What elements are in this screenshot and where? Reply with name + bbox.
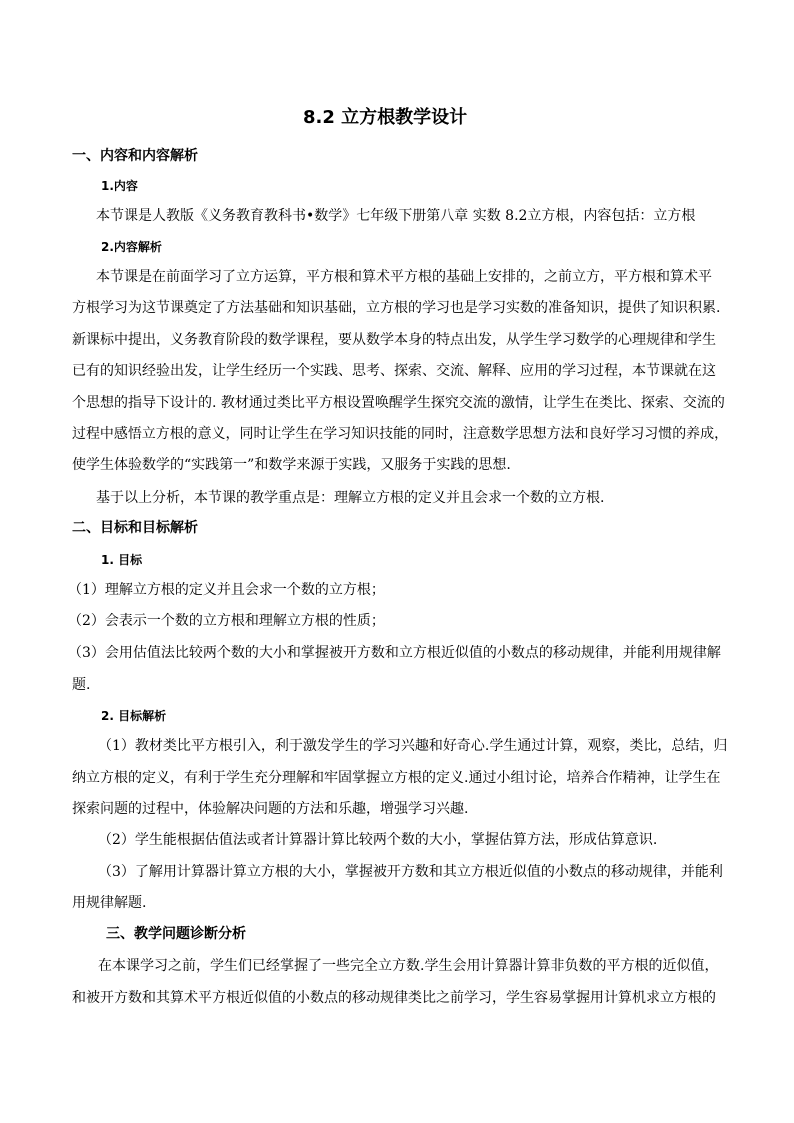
section2-heading: 二、目标和目标解析 bbox=[72, 520, 198, 536]
section1-sub1-heading: 1.内容 bbox=[101, 179, 138, 193]
analysis-line: 纳立方根的定义，有利于学生充分理解和牢固掌握立方根的定义.通过小组讨论，培养合作精神，让学生在 bbox=[72, 770, 721, 786]
goal-item: （2）会表示一个数的立方根和理解立方根的性质； bbox=[68, 613, 385, 629]
paragraph-line: 本节课是在前面学习了立方运算，平方根和算术平方根的基础上安排的，之前立方，平方根和算术平 bbox=[96, 269, 712, 285]
analysis-line: （2）学生能根据估值法或者计算器计算比较两个数的大小，掌握估算方法，形成估算意识. bbox=[98, 832, 658, 848]
analysis-line: （3）了解用计算器计算立方根的大小，掌握被开方数和其立方根近似值的小数点的移动规律，并能利 bbox=[98, 864, 723, 880]
paragraph-line: 个思想的指导下设计的. 教材通过类比平方根设置唤醒学生探究交流的激情，让学生在类比、探索、交流的 bbox=[72, 395, 725, 411]
analysis-line: 用规律解题. bbox=[72, 895, 147, 911]
section1-heading: 一、内容和内容解析 bbox=[72, 148, 198, 164]
key-point-text: 基于以上分析，本节课的教学重点是：理解立方根的定义并且会求一个数的立方根. bbox=[96, 490, 605, 506]
paragraph-line: 过程中感悟立方根的意义，同时让学生在学习知识技能的同时，注意数学思想方法和良好学习习惯的养成， bbox=[72, 426, 729, 442]
paragraph-line: 新课标中提出，义务教育阶段的数学课程，要从数学本身的特点出发，从学生学习数学的心理规律和学生 bbox=[72, 332, 716, 348]
analysis-line: （1）教材类比平方根引入，利于激发学生的学习兴趣和好奇心.学生通过计算，观察，类比，总结，归 bbox=[98, 738, 728, 754]
goal-item-continuation: 题. bbox=[72, 677, 91, 693]
goal-item: （3）会用估值法比较两个数的大小和掌握被开方数和立方根近似值的小数点的移动规律，并能利用规律解 bbox=[68, 645, 721, 661]
paragraph-line: 使学生体验数学的“实践第一”和数学来源于实践，又服务于实践的思想. bbox=[72, 457, 511, 473]
analysis-line: 探索问题的过程中，体验解决问题的方法和乐趣，增强学习兴趣. bbox=[72, 801, 469, 817]
section3-line: 在本课学习之前，学生们已经掌握了一些完全立方数.学生会用计算器计算非负数的平方根的近似值， bbox=[98, 958, 719, 974]
section1-sub2-heading: 2.内容解析 bbox=[101, 240, 162, 254]
section3-heading: 三、教学问题诊断分析 bbox=[106, 926, 246, 942]
section3-line: 和被开方数和其算术平方根近似值的小数点的移动规律类比之前学习，学生容易掌握用计算机求立方根的 bbox=[72, 990, 716, 1006]
goal-item: （1）理解立方根的定义并且会求一个数的立方根； bbox=[68, 582, 385, 598]
paragraph-line: 方根学习为这节课奠定了方法基础和知识基础，立方根的学习也是学习实数的准备知识，提供了知识积累. bbox=[72, 300, 721, 316]
section2-sub2-heading: 2. 目标解析 bbox=[101, 709, 167, 723]
section2-sub1-heading: 1. 目标 bbox=[101, 553, 143, 567]
paragraph-line: 已有的知识经验出发，让学生经历一个实践、思考、探索、交流、解释、应用的学习过程，本节课就在这 bbox=[72, 363, 716, 379]
section1-content-text: 本节课是人教版《义务教育教科书•数学》七年级下册第八章 实数 8.2立方根，内容包括：立方根 bbox=[96, 208, 696, 224]
document-title: 8.2 立方根教学设计 bbox=[303, 107, 468, 128]
